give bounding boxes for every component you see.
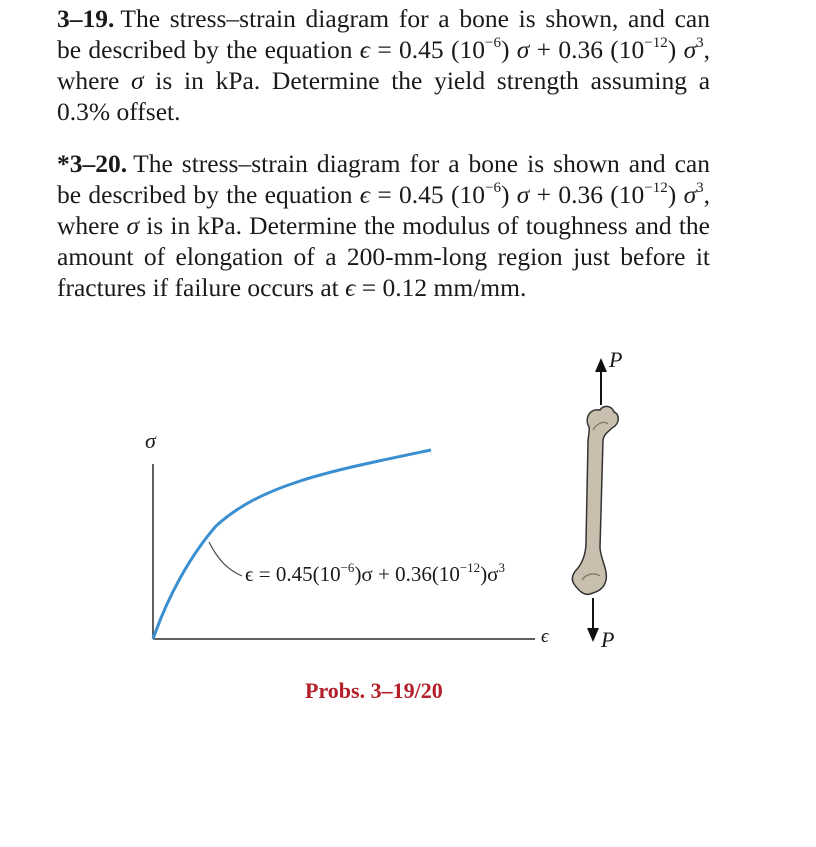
sigma-symbol: σ xyxy=(683,35,697,64)
equation-part: ) xyxy=(667,180,684,209)
exponent: −6 xyxy=(340,560,355,575)
y-axis-label: σ xyxy=(145,428,156,453)
x-axis-label: ϵ xyxy=(541,626,549,647)
exponent: −6 xyxy=(485,34,501,51)
equation-part: + 0.36 (10 xyxy=(529,180,645,209)
sigma-symbol: σ xyxy=(126,211,140,240)
stress-strain-curve xyxy=(153,450,431,639)
figure-caption: Probs. 3–19/20 xyxy=(305,678,443,703)
arrow-head-up-icon xyxy=(595,358,607,372)
epsilon-symbol: ϵ xyxy=(345,273,356,302)
problem-text: , where xyxy=(57,180,711,240)
arrow-head-down-icon xyxy=(587,628,599,642)
load-label-top: P xyxy=(609,347,623,372)
equation-part: ϵ = 0.45(10 xyxy=(245,562,341,586)
problem-text: The stress–strain diagram for a bone is shown, and can be described by the equation xyxy=(57,4,710,64)
equation-part: = 0.45 (10 xyxy=(370,180,485,209)
sigma-symbol: σ xyxy=(683,180,697,209)
equation-part: = 0.45 (10 xyxy=(370,35,485,64)
equation-part: ) xyxy=(500,35,517,64)
problem-number: 3–19. xyxy=(57,4,115,33)
sigma-symbol: σ xyxy=(516,35,530,64)
equation-leader-line xyxy=(209,542,242,576)
exponent: 3 xyxy=(498,560,506,575)
exponent: 3 xyxy=(696,179,704,196)
sigma-symbol: σ xyxy=(516,180,530,209)
exponent: −12 xyxy=(644,179,668,196)
exponent: −12 xyxy=(644,34,668,51)
epsilon-symbol: ϵ xyxy=(359,35,371,64)
problem-number: *3–20. xyxy=(57,149,128,178)
epsilon-symbol: ϵ xyxy=(359,180,371,209)
load-label-bottom: P xyxy=(601,627,615,652)
equation-part: ) xyxy=(667,35,684,64)
exponent: −6 xyxy=(485,179,501,196)
equation-part: ) xyxy=(500,180,517,209)
problem-text: , where xyxy=(57,35,711,95)
problem-text: is in kPa. Determine the modulus of toughness and the amount of elongation of a 200-mm-long region just before it fractures if failure occurs at xyxy=(57,211,711,302)
exponent: −12 xyxy=(459,560,481,575)
curve-equation-label xyxy=(245,562,505,587)
bone-shape xyxy=(572,406,618,594)
equation-part: + 0.36 (10 xyxy=(529,35,645,64)
bone-illustration xyxy=(572,406,618,594)
sigma-symbol: σ xyxy=(131,66,144,95)
equation-part: )σ xyxy=(480,562,499,586)
problem-text: is in kPa. Determine the yield strength assuming a 0.3% offset. xyxy=(57,66,711,126)
equation-part: )σ + 0.36(10 xyxy=(354,562,460,586)
problem-text: = 0.12 mm/mm. xyxy=(355,273,527,302)
exponent: 3 xyxy=(696,34,704,51)
problem-text: The stress–strain diagram for a bone is shown and can be described by the equation xyxy=(57,149,710,209)
